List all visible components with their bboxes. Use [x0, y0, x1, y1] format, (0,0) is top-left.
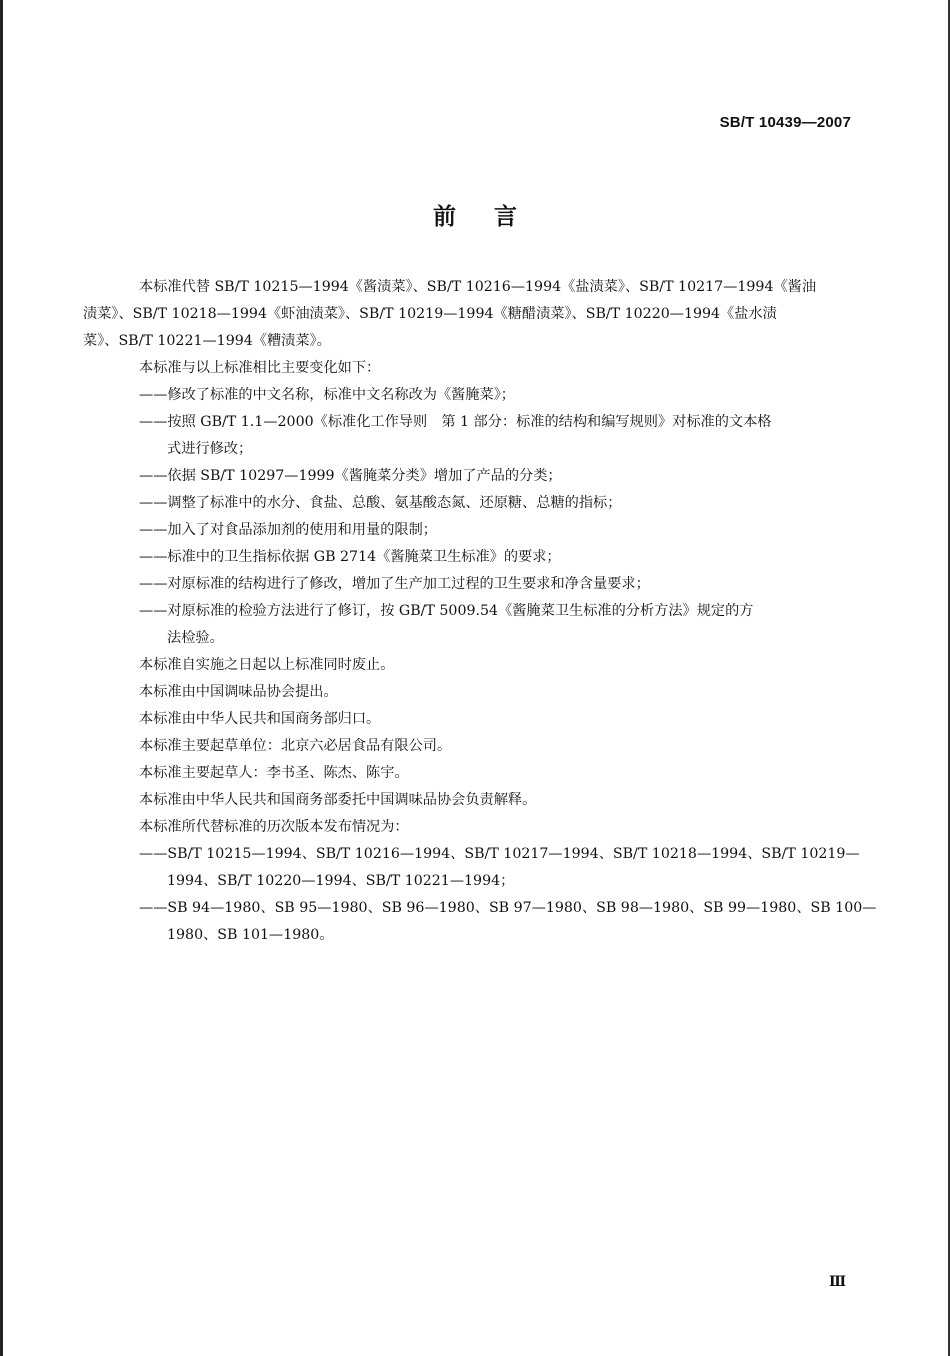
- text-line: 式进行修改；: [167, 441, 253, 457]
- paragraph-changes-intro: 本标准与以上标准相比主要变化如下：: [139, 360, 381, 376]
- standard-code: SB/T 10439—2007: [719, 114, 851, 131]
- history-item: [111, 841, 860, 895]
- paragraph-drafting-unit: 本标准主要起草单位：北京六必居食品有限公司。: [139, 738, 452, 754]
- text-line: ——依据 SB/T 10297—1999《酱腌菜分类》增加了产品的分类；: [139, 468, 562, 484]
- page-number: Ⅲ: [828, 1274, 846, 1290]
- paragraph-abolish: 本标准自实施之日起以上标准同时废止。: [139, 657, 395, 673]
- change-item: [111, 463, 854, 490]
- history-item: [111, 895, 877, 949]
- change-item: [111, 409, 854, 463]
- text-line: ——修改了标准的中文名称，标准中文名称改为《酱腌菜》；: [139, 387, 515, 403]
- text-line: 1980、SB 101—1980。: [167, 927, 334, 943]
- text-line: ——对原标准的结构进行了修改，增加了生产加工过程的卫生要求和净含量要求；: [139, 576, 650, 592]
- paragraph-drafters: 本标准主要起草人：李书圣、陈杰、陈宇。: [139, 765, 409, 781]
- paragraph-history-intro: 本标准所代替标准的历次版本发布情况为：: [139, 819, 409, 835]
- change-item: [111, 382, 854, 409]
- text-line: ——调整了标准中的水分、食盐、总酸、氨基酸态氮、还原糖、总糖的指标；: [139, 495, 622, 511]
- foreword-body: [83, 274, 877, 949]
- text-line: ——按照 GB/T 1.1—2000《标准化工作导则 第 1 部分：标准的结构和编写规则》对标准的文本格: [139, 414, 772, 430]
- text-line: ——加入了对食品添加剂的使用和用量的限制；: [139, 522, 437, 538]
- text-line: 法检验。: [167, 630, 224, 646]
- change-item: [111, 544, 854, 571]
- text-line: ——SB/T 10215—1994、SB/T 10216—1994、SB/T 10217—1994、SB/T 10218—1994、SB/T 10219—: [139, 846, 860, 862]
- text-line: ——对原标准的检验方法进行了修订，按 GB/T 5009.54《酱腌菜卫生标准的分析方法》规定的方: [139, 603, 754, 619]
- paragraph-replaces: [83, 274, 854, 355]
- change-item: [111, 490, 854, 517]
- text-line: ——SB 94—1980、SB 95—1980、SB 96—1980、SB 97—1980、SB 98—1980、SB 99—1980、SB 100—: [139, 900, 877, 916]
- paragraph-centralized: 本标准由中华人民共和国商务部归口。: [139, 711, 381, 727]
- text-line: 本标准代替 SB/T 10215—1994《酱渍菜》、SB/T 10216—1994《盐渍菜》、SB/T 10217—1994《酱油: [139, 279, 817, 295]
- text-line: ——标准中的卫生指标依据 GB 2714《酱腌菜卫生标准》的要求；: [139, 549, 561, 565]
- text-line: 1994、SB/T 10220—1994、SB/T 10221—1994；: [167, 873, 515, 889]
- change-item: [111, 571, 854, 598]
- text-line: 菜》、SB/T 10221—1994《糟渍菜》。: [83, 333, 331, 349]
- paragraph-interpretation: 本标准由中华人民共和国商务部委托中国调味品协会负责解释。: [139, 792, 537, 808]
- change-item: [111, 598, 854, 652]
- paragraph-proposer: 本标准由中国调味品协会提出。: [139, 684, 338, 700]
- text-line: 渍菜》、SB/T 10218—1994《虾油渍菜》、SB/T 10219—1994《糖醋渍菜》、SB/T 10220—1994《盐水渍: [83, 306, 777, 322]
- page-title: 前言: [433, 204, 555, 230]
- change-item: [111, 517, 854, 544]
